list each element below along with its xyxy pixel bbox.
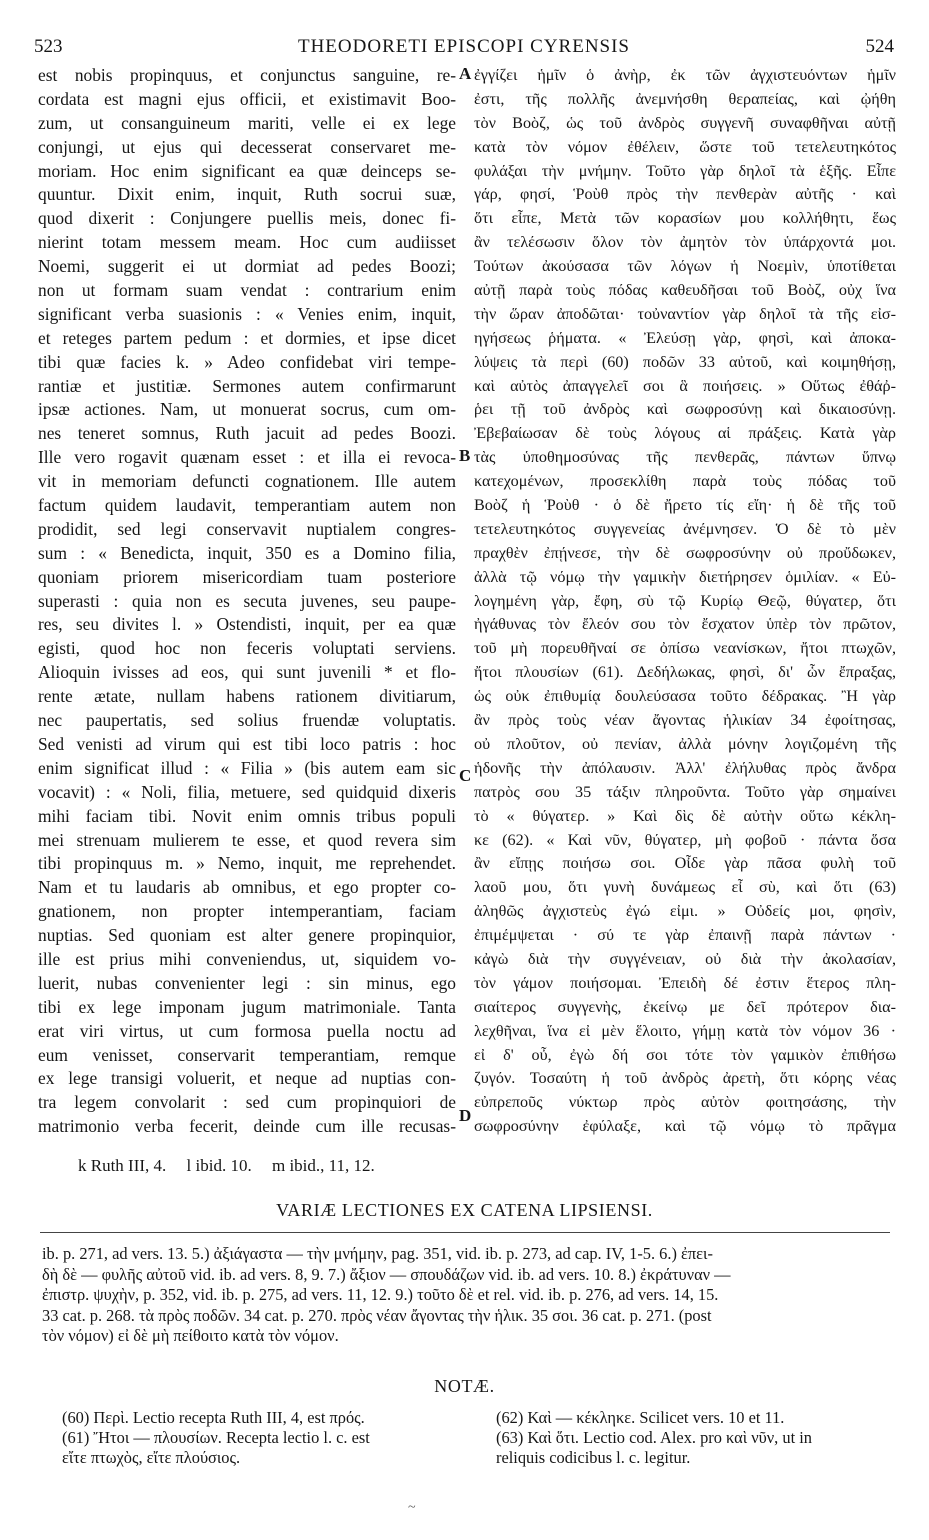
latin-text-line: est nobis propinquus, et conjunctus sanguine, re- — [38, 65, 456, 85]
greek-text-line: λύψεις τὰ περὶ (60) ποδῶν 33 αὐτοῦ, καὶ κοιμηθήσῃ, — [474, 352, 896, 371]
greek-text-line: πραχθὲν ἐπῄνεσε, τὴν δὲ σωφροσύνην οὐ προὔδωκεν, — [474, 543, 896, 562]
variae-line: τὸν νόμον) εἰ δὲ μὴ πείθοιτο κατὰ τὸν νόμον. — [42, 1326, 339, 1346]
greek-text-line: ἐγγίζει ἡμῖν ὁ ἀνὴρ, ἐκ τῶν ἀγχιστευόντων ἡμῖν — [474, 66, 896, 84]
greek-text-line: ἂν εἴπῃς ποιήσω σοι. Οἶδε γὰρ πᾶσα φυλὴ τοῦ — [474, 854, 896, 873]
latin-text-line: ipsæ actiones. Nam, ut monuerat socrus, cum om- — [38, 399, 456, 420]
latin-text-line: Alioquin ivisses ad eos, qui sunt juvenili * et flo- — [38, 662, 456, 683]
latin-text-line: quoniam priorem misericordiam tuam posteriore — [38, 566, 456, 587]
greek-text-line: οὐ πλοῦτον, οὐ πενίαν, ἀλλὰ μόνην λογιζομένη τῆς — [474, 734, 896, 753]
greek-text-line: τὸν Βοὸζ, ὡς τοῦ ἀνδρὸς συγγενῆ συναφθῆναι αὐτῇ — [474, 113, 896, 132]
greek-text-line: τοῦ μὴ πορευθῆναί σε ὀπίσω νεανίσκων, ἤτοι πτωχῶν, — [474, 639, 896, 658]
greek-text-line: ἤτοι πλουσίων (61). Δεδήλωκας, φησὶ, δι' ὧν ἔπραξας, — [474, 663, 896, 682]
variae-title: VARIÆ LECTIONES EX CATENA LIPSIENSI. — [276, 1200, 653, 1220]
greek-text-line: κἀγὼ διὰ τὴν συγγένειαν, οὐ διὰ τὴν ἀκολασίαν, — [474, 949, 896, 968]
latin-text-line: tra legem convolarit : sed cum propinquiori de — [38, 1092, 456, 1113]
page-number-right: 524 — [865, 36, 894, 57]
latin-text-line: zum, ut consanguineum mariti, velle ei ex lege — [38, 112, 456, 133]
page-end-mark: ~ — [408, 1500, 416, 1515]
nota-line: (60) Περὶ. Lectio recepta Ruth III, 4, est πρός. — [62, 1408, 365, 1427]
greek-text-line: αὐτῇ παρὰ τοὺς πόδας καθευδῆσαι τοῦ Βοὸζ, οὐχ ἵνα — [474, 281, 896, 300]
greek-text-line: Βοὸζ ἡ Ῥοὺθ · ὁ δὲ ἤρετο τίς εἴη· ἡ δὲ τῆς τοῦ — [474, 496, 896, 515]
greek-text-line: ἂν τελέσωσιν ὅλον τὸν ἀμητὸν τὸν ὑπάρχοντά μοι. — [474, 233, 896, 252]
variae-lectiones — [42, 1244, 890, 1347]
latin-text-line: nierint totam messem meam. Hoc cum audiisset — [38, 232, 456, 253]
latin-text-line: Ille vero rogavit quænam esset : et illa ei revoca- — [38, 447, 456, 468]
greek-text-line: ζυγόν. Τοσαύτη ἡ τοῦ ἀνδρὸς ἀρετὴ, ὅτι κόρης νέας — [474, 1069, 896, 1088]
latin-text-line: egisti, quod hoc non feceris voluptati serviens. — [38, 638, 456, 659]
latin-text-line: mei strenuam mulierem te esse, et quod revera sim — [38, 829, 456, 850]
latin-text-line: ex lege transigi voluerit, et neque ad nuptias con- — [38, 1068, 456, 1089]
running-title: THEODORETI EPISCOPI CYRENSIS — [297, 36, 631, 57]
latin-text-line: gnationem, non propter intemperantiam, faciam — [38, 901, 456, 922]
latin-text-line: eum venisset, conservarit temperantiam, remque — [38, 1044, 456, 1065]
latin-text-line: Nam et tu laudaris ab omnibus, et ego propter co- — [38, 877, 456, 898]
nota-line: reliquis codicibus l. c. legitur. — [496, 1447, 691, 1467]
latin-text-line: mihi faciam tibi. Novit enim omnis tribus populi — [38, 805, 456, 826]
latin-column — [38, 64, 456, 1139]
greek-text-line: ὡς οὐκ ἐπιθυμίᾳ δουλεύσασα τοῦτο δέδρακας. Ἢ γὰρ — [474, 687, 896, 706]
latin-text-line: res, seu divites l. » Ostendisti, inquit, per ea quæ — [38, 614, 456, 635]
notae-title: NOTÆ. — [434, 1376, 495, 1396]
latin-text-line: rantiæ et justitiæ. Sermones autem confirmarunt — [38, 375, 456, 396]
latin-text-line: Sed venisti ad virum qui est tibi loco patris : hoc — [38, 733, 456, 754]
variae-line: ἐπιστρ. ψυχὴν, p. 352, vid. ib. p. 275, ad vers. 11, 12. 9.) τοῦτο δὲ et rel. vid. ib. p. 276, ad vers. 14, 15. — [42, 1285, 719, 1305]
latin-text-line: non ut formam suam vendat : contrarium enim — [38, 280, 456, 301]
greek-text-line: ἐπιμέμψεται · σύ τε γὰρ ἐπαινῇ παρὰ πάντων · — [474, 926, 896, 945]
greek-text-line: γάρ, φησί, Ῥοὺθ πρὸς τὴν πενθερὰν αὐτῆς · καὶ — [474, 185, 896, 204]
greek-text-line: ηγήσεως ῥήματα. « Ἐλεύσῃ γὰρ, φησὶ, καὶ ἀποκα- — [474, 328, 896, 347]
greek-text-line: ῥει τῇ τοῦ ἀνδρὸς καὶ σωφροσύνῃ καὶ δικαιοσύνῃ. — [474, 400, 896, 419]
variae-line: ib. p. 271, ad vers. 13. 5.) ἀξιάγαστα — τὴν μνήμην, pag. 351, vid. ib. p. 273, ad cap. IV, 1-5. 6.) ἐπει- — [42, 1244, 713, 1263]
nota-line: (63) Καὶ ὅτι. Lectio cod. Alex. pro καὶ νῦν, ut in — [496, 1427, 812, 1447]
greek-text-line: Ἐβεβαίωσαν δὲ τοὺς λόγους αἱ πράξεις. Κατὰ γὰρ — [474, 424, 896, 443]
greek-text-line: ἀλλὰ τῷ νόμῳ τὴν γαμικὴν διετήρησεν ὁμιλίαν. « Εὐ- — [474, 567, 896, 586]
latin-text-line: tibi propinquus m. » Nemo, inquit, me reprehendet. — [38, 853, 456, 874]
latin-text-line: superasti : quia non es secuta juvenes, seu paupe- — [38, 590, 456, 611]
greek-text-line: καὶ αὐτὸς ἀπαγγελεῖ σοι ἃ ποιήσεις. » Οὕτως ἐθάῤ- — [474, 376, 896, 395]
latin-text-line: sum : « Benedicta, inquit, 350 es a Domino filia, — [38, 542, 456, 563]
page-number-left: 523 — [34, 36, 63, 57]
nota-line: εἴτε πτωχὸς, εἴτε πλούσιος. — [62, 1447, 241, 1467]
latin-text-line: moriam. Hoc enim significant ea quæ deinceps se- — [38, 160, 456, 181]
latin-text-line: vit in memoriam defuncti cognationem. Ille autem — [38, 471, 456, 492]
footnote-k: k Ruth III, 4. — [78, 1156, 167, 1175]
latin-text-line: nuptias. Sed quoniam est alter genere propinquior, — [38, 925, 456, 946]
latin-text-line: nes teneret somnus, Ruth jacuit ad pedes Boozi. — [38, 423, 456, 444]
greek-text-line: τὸν γάμον ποιήσομαι. Ἐπειδὴ δέ ἐστιν ἕτερος πλη- — [474, 973, 896, 992]
latin-text-line: conjungi, ut ejus qui decesserat conservaret me- — [38, 136, 456, 157]
latin-text-line: tibi ex lege imponam jugum matrimoniale. Tanta — [38, 996, 456, 1017]
latin-text-line: quuntur. Dixit enim, inquit, Ruth socrui suæ, — [38, 184, 456, 205]
latin-text-line: enim significat illud : « Filia » (bis autem eam sic — [38, 757, 456, 778]
nota-line: (61) Ἤτοι — πλουσίων. Recepta lectio l. c. est — [62, 1427, 370, 1447]
latin-text-line: erat viri virtus, ut cum formosa puella noctu ad — [38, 1020, 456, 1041]
greek-text-line: πατρὸς σου 35 τάξιν πληροῦντα. Τοῦτο γὰρ σημαίνει — [474, 782, 896, 801]
greek-text-line: ὅτι εἶπε, Μετὰ τῶν κορασίων μου κολλήθητι, ἕως — [474, 209, 896, 228]
page-header — [34, 36, 894, 60]
scripture-footnotes — [78, 1156, 391, 1176]
greek-text-line: λαοῦ μου, ὅτι γυνὴ δυνάμεως εἶ σὺ, καὶ ὅτι (63) — [474, 878, 896, 897]
latin-text-line: luerit, nubas convenienter legi : sin minus, ego — [38, 972, 456, 993]
latin-text-line: prodidit, sed legi conservavit nuptialem congres- — [38, 518, 456, 539]
greek-text-line: φυλάξαι τὴν μνήμην. Τοῦτο γὰρ δηλοῖ τὰ ἑξῆς. Εἶπε — [474, 161, 896, 180]
latin-text-line: significant verba suasionis : « Venies enim, inquit, — [38, 303, 456, 324]
latin-text-line: ille est prius mihi conveniendus, ut, siquidem vo- — [38, 948, 456, 969]
greek-text-line: κατεχομένων, προσεκλίθη παρὰ τοὺς πόδας τοῦ — [474, 472, 896, 491]
latin-text-line: matrimonio verba fecerit, deinde cum ille recusas- — [38, 1116, 456, 1137]
notae-right-column — [496, 1408, 896, 1467]
greek-text-line: σωφροσύνην ἐφύλαξε, καὶ τῷ νόμῳ τὸ πρᾶγμα — [474, 1117, 896, 1136]
footnote-l: l ibid. 10. — [186, 1156, 252, 1175]
margin-marker-c: C — [459, 766, 472, 785]
greek-text-line: Τούτων ἀκούσασα τῶν λόγων ἡ Νοεμὶν, ὑποτίθεται — [474, 257, 896, 276]
greek-text-line: τὴν ὥραν ἀποδῶται· τοὐναντίον γὰρ δηλοῖ τὰ τῆς εἰσ- — [474, 304, 896, 323]
latin-text-line: factum quidem laudavit, temperantiam autem non — [38, 495, 456, 516]
latin-text-line: cordata est magni ejus officii, et existimavit Boo- — [38, 88, 456, 109]
latin-text-line: et reteges partem pedum : et dormies, et ipse dicet — [38, 327, 456, 348]
greek-text-line: τὸ « θύγατερ. » Καὶ δὶς δὲ αὐτὴν οὕτω κέκλη- — [474, 806, 896, 825]
greek-text-line: κε (62). « Καὶ νῦν, θύγατερ, μὴ φοβοῦ · πάντα ὅσα — [474, 830, 896, 849]
greek-text-line: τὰς ὑποθημοσύνας τῆς πενθερᾶς, πάντων ὕπνῳ — [474, 448, 896, 467]
greek-text-line: κατὰ τὸν νόμον ἐθέλειν, ὥστε τοῦ τετελευτηκότος — [474, 137, 896, 156]
greek-text-line: λεχθῆναι, ἵνα εἰ μὲν ἕλοιτο, γήμῃ κατὰ τὸν νόμον 36 · — [474, 1021, 896, 1040]
section-divider — [40, 1232, 890, 1233]
variae-line: 33 cat. p. 268. τὰ πρὸς ποδῶν. 34 cat. p. 270. πρὸς νέαν ἄγοντας τὴν ἡλικ. 35 σοι. 36 cat. p. 271. (post — [42, 1305, 712, 1325]
greek-text-line: σιαίτερος συγγενὴς, ἐκείνῳ με δεῖ πρότερον δια- — [474, 997, 896, 1016]
greek-text-line: εἰ δ' οὖ, ἐγὼ δή σοι τότε τὸν γαμικὸν ἐπιθήσω — [474, 1045, 896, 1064]
greek-text-line: λογημένη γὰρ, ἔφη, σὺ τῷ Κυρίῳ Θεῷ, θύγατερ, ὅτι — [474, 591, 896, 610]
greek-text-line: ἂν πρὸς τοὺς νέαν ἄγοντας ἡλικίαν 34 ἐφοίτησας, — [474, 711, 896, 730]
latin-text-line: tibi quæ facies k. » Adeo confidebat viri tempe- — [38, 351, 456, 372]
latin-text-line: vocavit) : « Noli, filia, metuere, sed quidquid dixeris — [38, 781, 456, 802]
notae-left-column — [62, 1408, 472, 1467]
variae-line: δὴ δὲ — φυλῆς αὐτοῦ vid. ib. ad vers. 8, 9. 7.) ἄξιον — σπουδάζων vid. ib. ad vers. 10. 8.) ἐκράτυναν — — [42, 1264, 731, 1284]
greek-text-line: τετελευτηκότος συγγενείας ἀνέμνησεν. Ὁ δὲ τὸ μὲν — [474, 519, 896, 538]
latin-text-line: rente ætate, nullam habens rationem divitiarum, — [38, 686, 456, 707]
greek-text-line: ἡδονῆς τὴν ἀπόλαυσιν. Ἀλλ' ἐλήλυθας πρὸς ἄνδρα — [474, 758, 896, 777]
margin-marker-a: A — [459, 64, 472, 83]
latin-text-line: Noemi, suggerit ei ut dormiat ad pedes Boozi; — [38, 256, 456, 277]
footnote-m: m ibid., 11, 12. — [271, 1156, 375, 1175]
greek-column — [474, 64, 896, 1139]
greek-text-line: ἠγάθυνας τὸν ἔλεόν σου τὸν ἔσχατον ὑπὲρ τὸν πρῶτον, — [474, 615, 896, 634]
greek-text-line: ἀληθῶς ἀγχιστεὺς ἐγώ εἰμι. » Οὐδείς μοι, φησὶν, — [474, 902, 896, 921]
latin-text-line: nec paupertatis, sed solius fruendæ voluptatis. — [38, 710, 456, 731]
nota-line: (62) Καὶ — κέκληκε. Scilicet vers. 10 et 11. — [496, 1408, 785, 1427]
greek-text-line: εὐπρεποῦς νύκτωρ πρὸς αὐτὸν φοιτησάσης, τὴν — [474, 1093, 896, 1112]
margin-marker-b: B — [459, 446, 471, 465]
latin-text-line: quod dixerit : Conjungere puellis meis, donec fi- — [38, 208, 456, 229]
greek-text-line: ἐστι, τῆς πολλῆς ἀνεμνήσθη θεραπείας, καὶ ᾠήθη — [474, 89, 896, 108]
margin-marker-d: D — [459, 1106, 472, 1125]
